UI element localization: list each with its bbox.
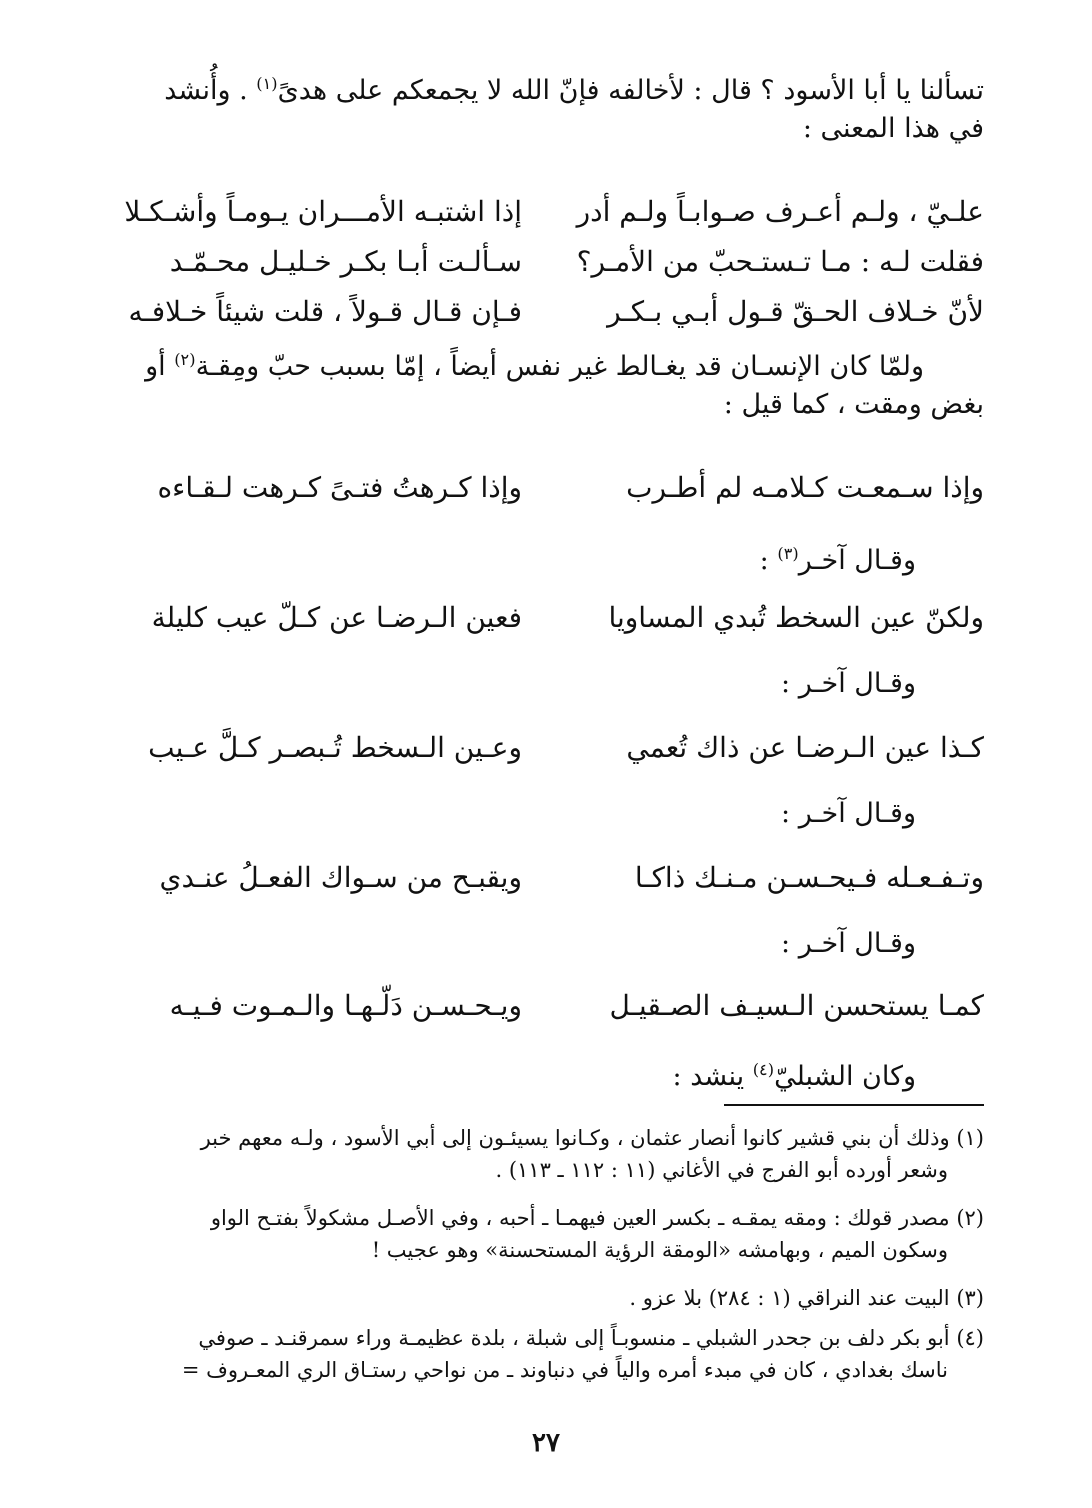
verse-hemistich-second: وتـفـعـله فـيحـسـن مـنـك ذاكـا: [634, 861, 984, 894]
verse-hemistich-first: ويقبـح من سـواك الفعـلُ عنـدي: [159, 861, 522, 894]
paragraph-2: [122, 348, 984, 424]
footnote-separator: [724, 1104, 984, 1106]
footnote-ref-1: (١): [256, 74, 278, 93]
verse-hemistich-first: ويـحـسـن دَلّـهـا والـمـوت فـيـه: [169, 989, 522, 1022]
verse-hemistich-second: وإذا سـمعـت كـلامـه لم أطـرب: [626, 471, 984, 504]
paragraph-1-line-1: تسألنا يا أبا الأسود ؟ قال : لأخالفه فإنّ الله لا يجمعكم على هدىً$^{(١)}$ . وأُنشد: [164, 74, 984, 106]
verse-hemistich-first: وعـين الـسخط تُـبصـر كـلَّ عـيب: [148, 731, 522, 764]
quote-intro: وكان الشبليّ$^{(٤)}$ ينشد :: [672, 1060, 916, 1092]
paragraph-1: [122, 72, 984, 148]
verse-hemistich-second: علـيّ ، ولـم أعـرف صـوابـاً ولـم أدر: [576, 195, 984, 228]
quote-intro: وقـال آخـر :: [781, 668, 916, 699]
footnote-ref-3: (٣): [777, 544, 799, 563]
verse-hemistich-second: كمـا يستحسن الـسيـف الصـقيـل: [609, 989, 984, 1022]
footnote-1: (١) وذلك أن بني قشير كانوا أنصار عثمان ، وكـانوا يسيئـون إلى أبي الأسود ، ولـه معهم خبر وشعر أورده أبو الفرج في الأغاني (١١ : ١١٢ ـ ١١٣) .: [200, 1126, 984, 1182]
footnote-ref-4: (٤): [752, 1060, 775, 1079]
footnote-3: (٣) البيت عند النراقي (١ : ٢٨٤) بلا عزو .: [629, 1286, 984, 1310]
verse-hemistich-second: لأنّ خـلاف الحـقّ قـول أبـي بـكـر: [607, 295, 984, 328]
quote-intro: وقـال آخـر :: [781, 798, 916, 829]
footnote-ref-2: (٢): [174, 350, 196, 369]
paragraph-1-line-2: في هذا المعنى :: [802, 112, 984, 144]
page-number: ٢٧: [532, 1428, 560, 1458]
paragraph-2-line-2: بغض ومقت ، كما قيل :: [723, 388, 984, 420]
footnote-4: (٤) أبو بكر دلف بن جحدر الشبلي ـ منسوبـاً إلى شبلة ، بلدة عظيمـة وراء سمرقنـد ـ صوفي ناسك بغدادي ، كان في مبدء أمره والياً في دنباوند ـ من نواحي رستـاق الري المعـروف =: [181, 1326, 984, 1382]
quote-intro: وقـال آخـر$^{(٣)}$ :: [759, 544, 916, 576]
verse-hemistich-first: وإذا كـرهتُ فتـىً كـرهت لـقـاءه: [157, 471, 522, 504]
paragraph-2-line-1: ولمّا كان الإنسـان قد يغـالط غير نفس أيضاً ، إمّا بسبب حبّ ومِقـة$^{(٢)}$ أو: [145, 350, 924, 382]
verse-hemistich-second: كـذا عين الـرضـا عن ذاك تُعمي: [626, 731, 984, 764]
verse-hemistich-first: فـإن قـال قـولاً ، قلت شيئاً خـلافـه: [128, 295, 522, 328]
verse-hemistich-first: فعين الـرضـا عن كـلّ عيب كليلة: [151, 601, 522, 634]
footnote-2: (٢) مصدر قولك : ومقه يمقـه ـ بكسر العين فيهمـا ـ أحبه ، وفي الأصـل مشكولاً بفتـح الواو وسكون الميم ، وبهامشه «الومقة الرؤية المستحسنة» وهو عجيب !: [210, 1206, 984, 1262]
verse-hemistich-second: فقلت لـه : مـا تـستـحبّ من الأمـر؟: [576, 245, 984, 278]
verse-hemistich-second: ولكنّ عين السخط تُبدي المساويا: [608, 601, 984, 634]
quote-intro: وقـال آخـر :: [781, 928, 916, 959]
verse-hemistich-first: سـألـت أبـا بكـر خـليـل محـمّـد: [169, 245, 522, 278]
verse-hemistich-first: إذا اشتبـه الأمـــران يـومـاً وأشـكـلا: [124, 195, 522, 228]
